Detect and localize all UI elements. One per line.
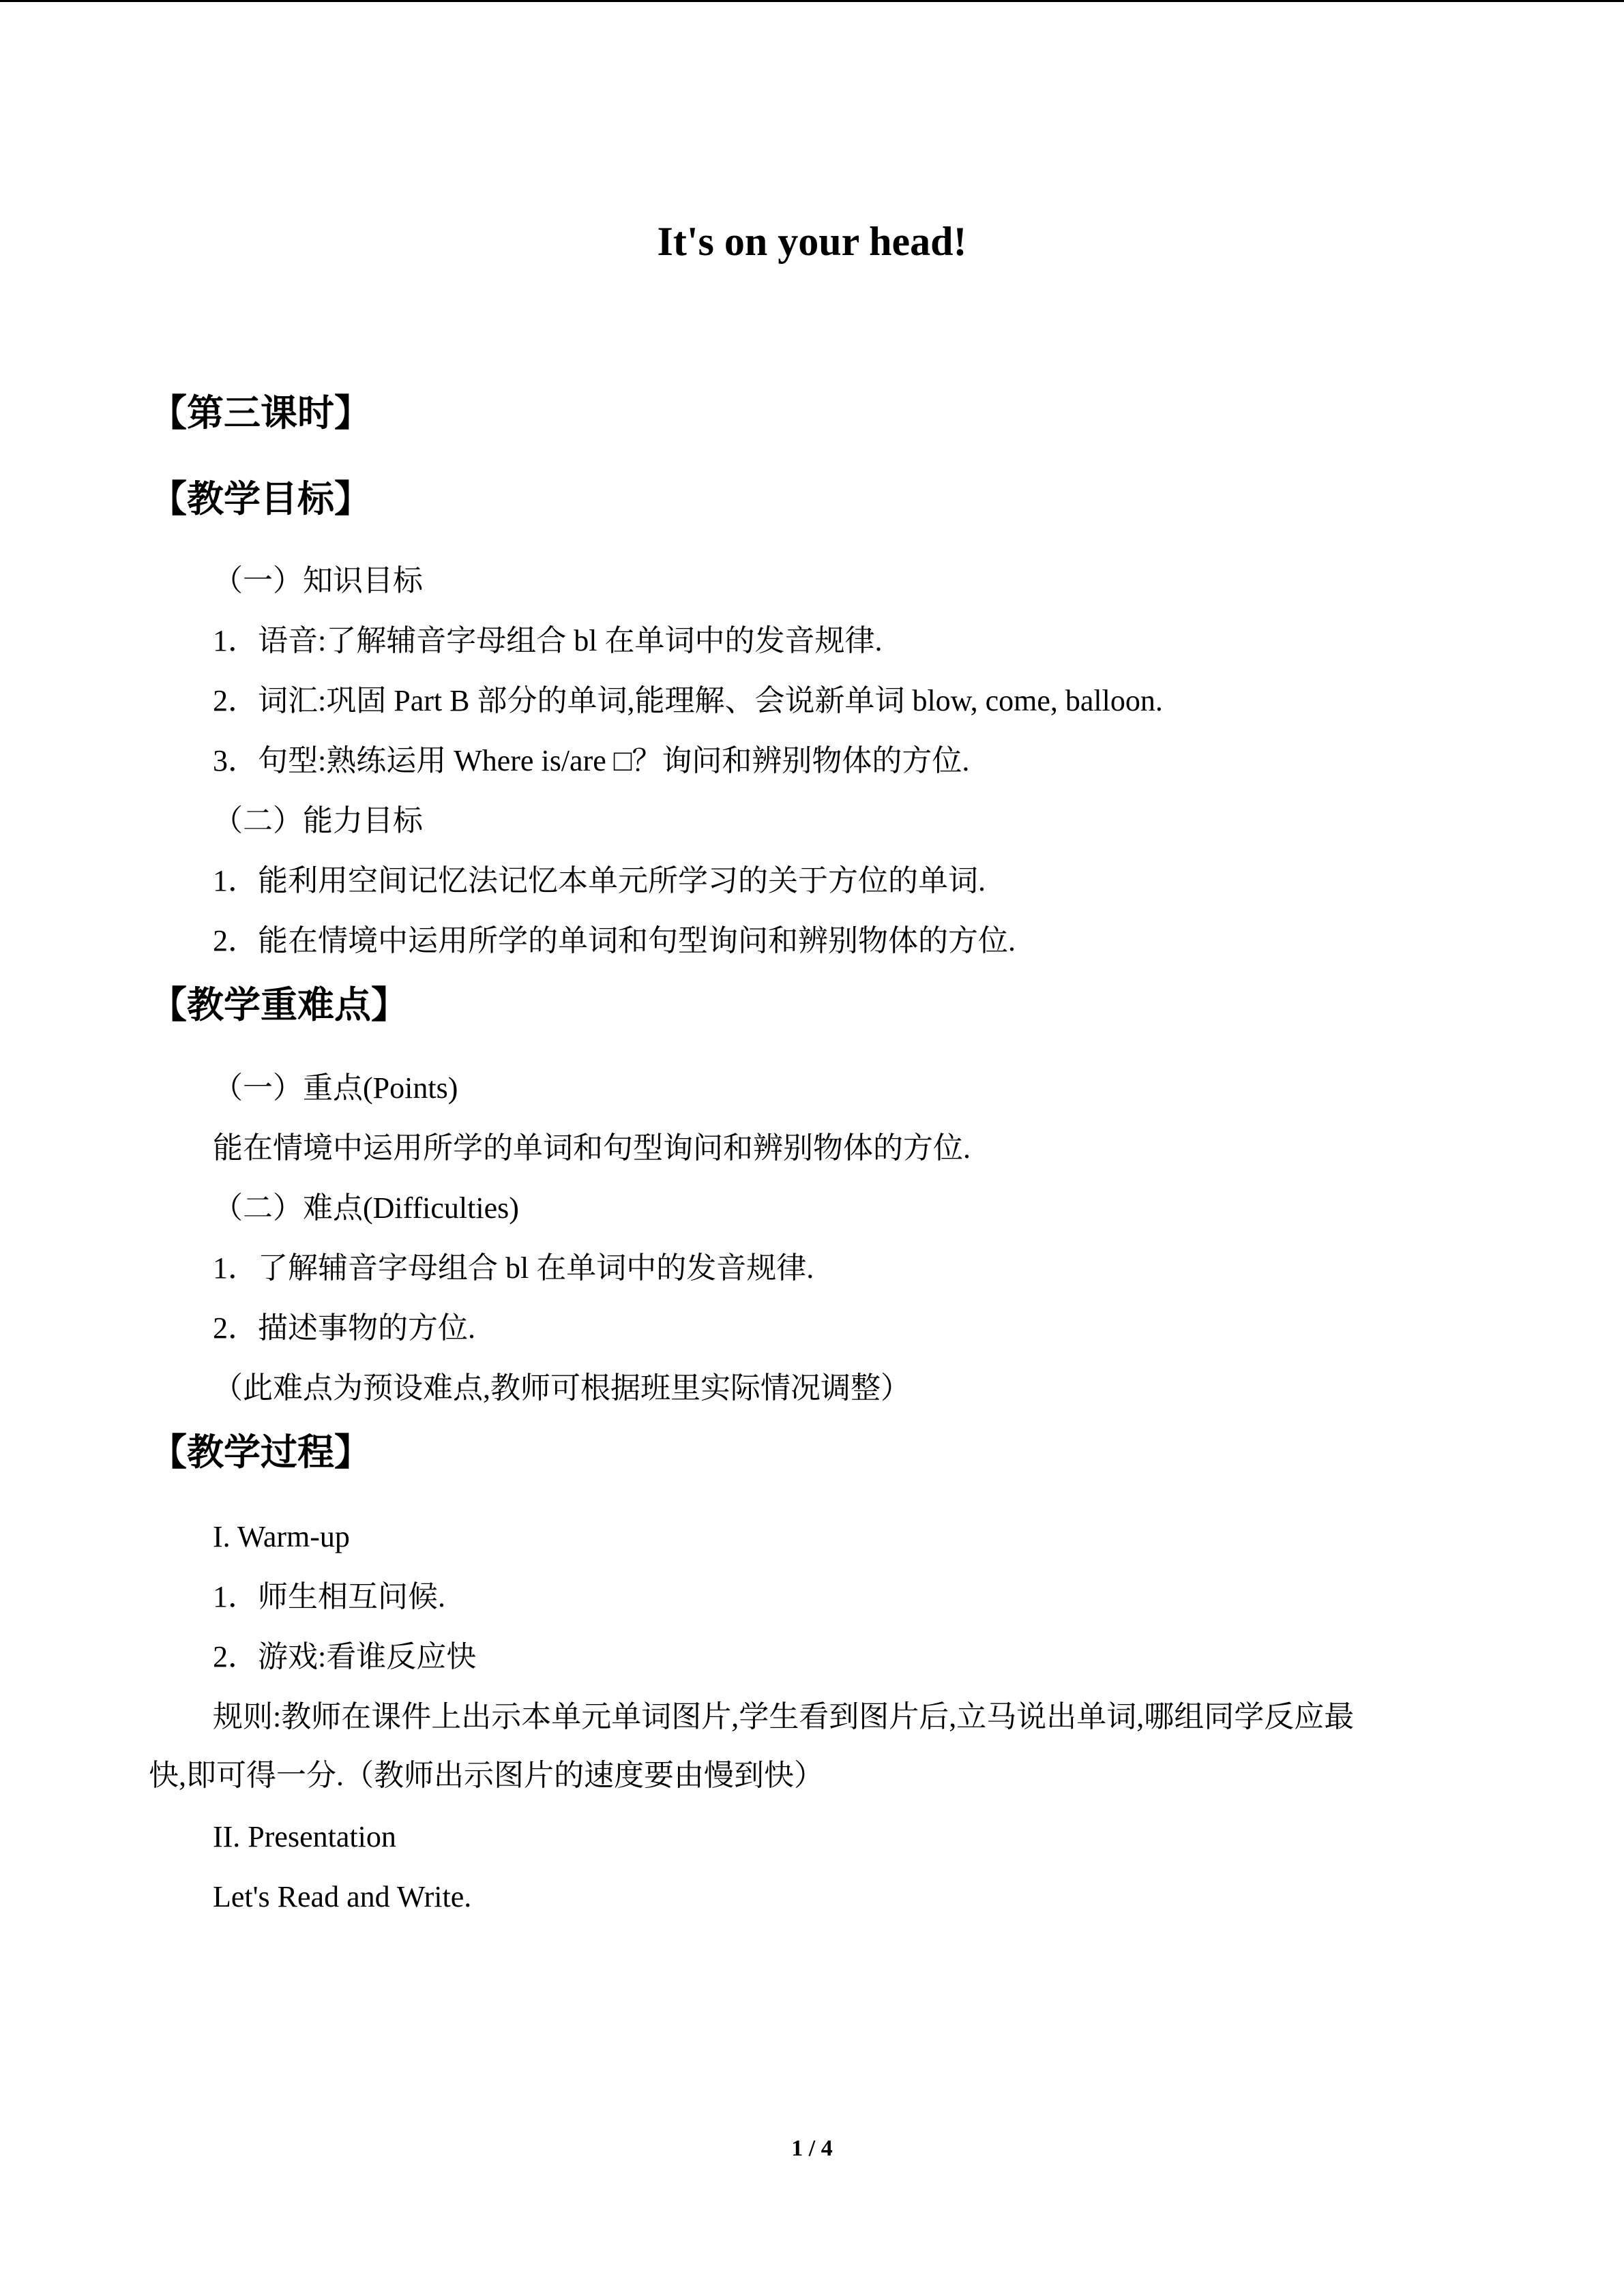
process-read-write: Let's Read and Write. [213, 1880, 472, 1913]
page-top-border [0, 0, 1624, 2]
process-warmup-item-1: 1．师生相互问候. [213, 1580, 445, 1613]
knowledge-objective-1: 1．语音:了解辅音字母组合 bl 在单词中的发音规律. [213, 624, 883, 657]
process-warmup-item-2: 2．游戏:看谁反应快 [213, 1640, 477, 1673]
section-heading-objectives: 【教学目标】 [150, 477, 371, 520]
process-rule-line-2: 快,即可得一分.（教师出示图片的速度要由慢到快） [149, 1759, 824, 1792]
knowledge-objective-2: 2．词汇:巩固 Part B 部分的单词,能理解、会说新单词 blow, come, balloon. [213, 684, 1163, 717]
process-warmup-heading: I. Warm-up [213, 1520, 350, 1553]
knowledge-objectives-heading: （一）知识目标 [213, 564, 423, 597]
section-heading-key-points: 【教学重难点】 [150, 983, 408, 1026]
difficulty-item-2: 2．描述事物的方位. [213, 1311, 475, 1345]
points-heading: （一）重点(Points) [213, 1071, 458, 1105]
document-title: It's on your head! [657, 219, 967, 264]
section-heading-process: 【教学过程】 [150, 1431, 371, 1474]
ability-objective-1: 1．能利用空间记忆法记忆本单元所学习的关于方位的单词. [213, 864, 986, 897]
difficulty-note: （此难点为预设难点,教师可根据班里实际情况调整） [213, 1371, 911, 1405]
knowledge-objective-3: 3．句型:熟练运用 Where is/are □？询问和辨别物体的方位. [213, 744, 970, 777]
difficulties-heading: （二）难点(Difficulties) [213, 1191, 519, 1225]
process-presentation-heading: II. Presentation [213, 1820, 396, 1853]
section-heading-lesson: 【第三课时】 [150, 391, 371, 434]
points-item: 能在情境中运用所学的单词和句型询问和辨别物体的方位. [213, 1131, 971, 1165]
process-rule-line-1: 规则:教师在课件上出示本单元单词图片,学生看到图片后,立马说出单词,哪组同学反应最 [213, 1700, 1355, 1733]
page-number: 1 / 4 [791, 2136, 833, 2161]
ability-objective-2: 2．能在情境中运用所学的单词和句型询问和辨别物体的方位. [213, 924, 1016, 957]
ability-objectives-heading: （二）能力目标 [213, 804, 423, 837]
difficulty-item-1: 1．了解辅音字母组合 bl 在单词中的发音规律. [213, 1251, 814, 1285]
